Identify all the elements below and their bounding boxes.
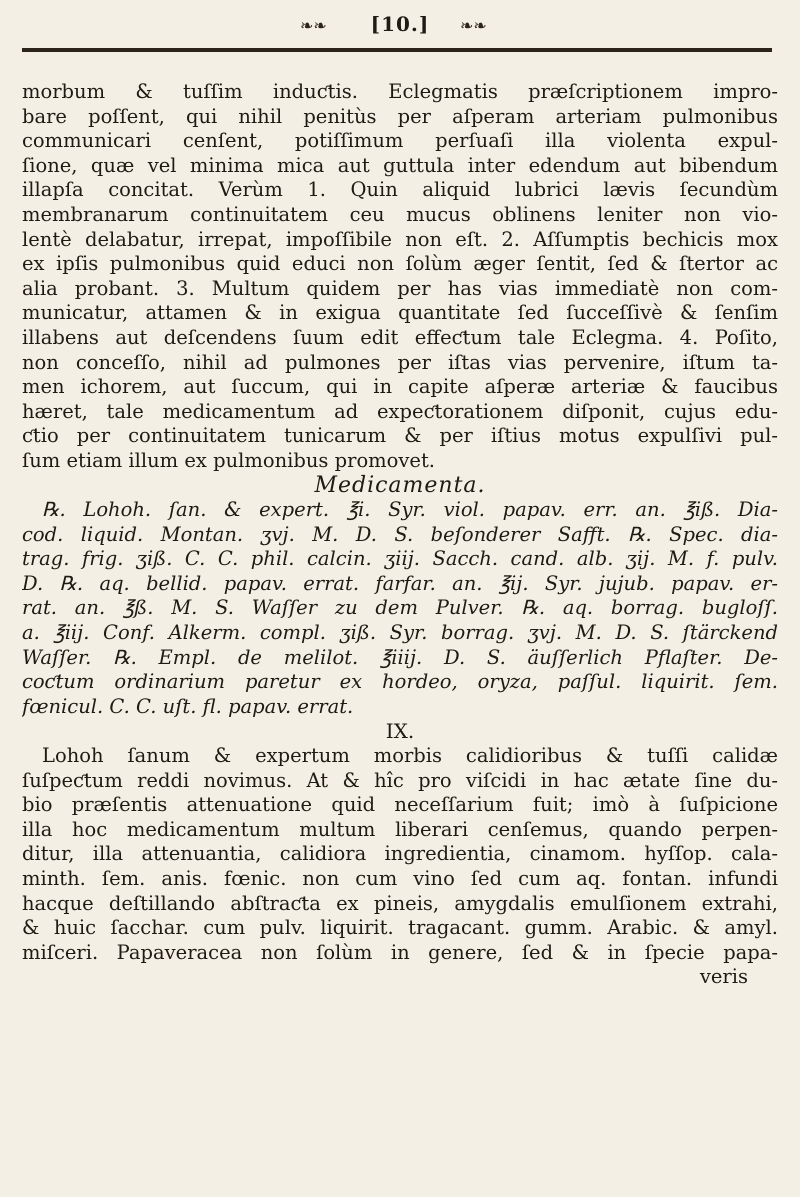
recipe-line: cod. liquid. Montan. ʒvj. M. D. S. beſonderer Safft. ℞. Spec. dia- <box>22 522 778 546</box>
text-line: bare poſſent, qui nihil penitùs per aſperam arteriam pulmonibus <box>22 104 778 128</box>
page-header <box>0 12 800 68</box>
text-line: illabens aut deſcendens ſuum edit effeƈtum tale Eclegma. 4. Poſito, <box>22 325 778 349</box>
text-line: membranarum continuitatem ceu mucus oblinens leniter non vio- <box>22 202 778 226</box>
medicamenta-heading: Medicamenta. <box>314 473 486 498</box>
text-line: miſceri. Papaveracea non ſolùm in genere, ſed & in ſpecie papa- <box>22 940 778 964</box>
text-line: ſione, quæ vel minima mica aut guttula inter edendum aut bibendum <box>22 153 778 177</box>
recipe-line: coƈtum ordinarium paretur ex hordeo, oryza, paſſul. liquirit. ſem. <box>22 670 778 694</box>
paragraph-2 <box>22 744 778 965</box>
text-line: ſuſpeƈtum reddi novimus. At & hîc pro viſcidi in hac ætate ſine du- <box>22 768 778 792</box>
header-rule <box>22 48 772 52</box>
text-line: illa hoc medicamentum multum liberari cenſemus, quando perpen- <box>22 817 778 841</box>
recipe-line: Waſſer. ℞. Empl. de melilot. ℥iiij. D. S. äuſſerlich Pflaſter. De- <box>22 645 778 669</box>
text-line: Lohoh ſanum & expertum morbis calidioribus & tuſſi calidæ <box>42 744 778 768</box>
recipe-line: D. ℞. aq. bellid. papav. errat. farfar. an. ℥ij. Syr. jujub. papav. er- <box>22 571 778 595</box>
text-line: illapſa concitat. Verùm 1. Quin aliquid lubrici lævis ſecundùm <box>22 178 778 202</box>
recipe-line: rat. an. ℥ß. M. S. Waſſer zu dem Pulver. ℞. aq. borrag. bugloſſ. <box>22 596 778 620</box>
text-line: ſum etiam illum ex pulmonibus promovet. <box>22 448 436 472</box>
catchword: veris <box>699 965 748 989</box>
text-line: bio præſentis attenuatione quid neceſſarium fuit; imò à ſuſpicione <box>22 793 778 817</box>
ornament-left-icon: ❧❧ <box>300 16 327 35</box>
text-line: ƈtio per continuitatem tunicarum & per iſtius motus expulſivi pul- <box>22 424 778 448</box>
section-number: IX. <box>385 719 415 744</box>
text-line: minth. ſem. anis. fœnic. non cum vino ſed cum aq. fontan. infundi <box>22 867 778 890</box>
text-line: & huic ſacchar. cum pulv. liquirit. tragacant. gumm. Arabic. & amyl. <box>22 916 778 940</box>
text-line: ditur, illa attenuantia, calidiora ingredientia, cinamom. hyſſop. cala- <box>22 842 778 866</box>
recipe-line: fœnicul. C. C. uſt. fl. papav. errat. <box>22 694 354 718</box>
text-line: morbum & tuſſim induƈtis. Eclegmatis præſcriptionem impro- <box>22 80 778 103</box>
recipe-block <box>22 498 778 719</box>
text-line: lentè delabatur, irrepat, impoſſibile non eſt. 2. Aſſumptis bechicis mox <box>22 227 778 251</box>
text-line: municatur, attamen & in exigua quantitate ſed ſucceſſivè & ſenſim <box>22 301 778 325</box>
recipe-line: ℞. Lohoh. ſan. & expert. ℥i. Syr. viol. papav. err. an. ℥iß. Dia- <box>42 498 778 522</box>
paragraph-1 <box>22 80 778 474</box>
ornament-right-icon: ❧❧ <box>460 16 487 35</box>
recipe-line: trag. frig. ʒiß. C. C. phil. calcin. ʒiij. Sacch. cand. alb. ʒij. M. f. pulv. <box>22 547 778 571</box>
text-line: non conceſſo, nihil ad pulmones per iſtas vias pervenire, iſtum ta- <box>22 350 778 374</box>
recipe-line: a. ℥iij. Conf. Alkerm. compl. ʒiß. Syr. borrag. ʒvj. M. D. S. ſtärckend <box>22 621 778 645</box>
text-line: ex ipſis pulmonibus quid educi non ſolùm æger ſentit, ſed & ſtertor ac <box>22 252 778 276</box>
text-line: communicari cenſent, potiſſimum perſuaſi illa violenta expul- <box>22 129 778 153</box>
text-line: alia probant. 3. Multum quidem per has vias immediatè non com- <box>22 276 778 300</box>
body-text <box>22 80 778 990</box>
text-line: men ichorem, aut ſuccum, qui in capite aſperæ arteriæ & faucibus <box>22 375 778 399</box>
text-line: hacque deſtillando abſtraƈta ex pineis, amygdalis emulſionem extrahi, <box>22 891 778 915</box>
text-line: hæret, tale medicamentum ad expeƈtorationem diſponit, cujus edu- <box>22 399 778 423</box>
page-number: [10.] <box>370 12 430 36</box>
